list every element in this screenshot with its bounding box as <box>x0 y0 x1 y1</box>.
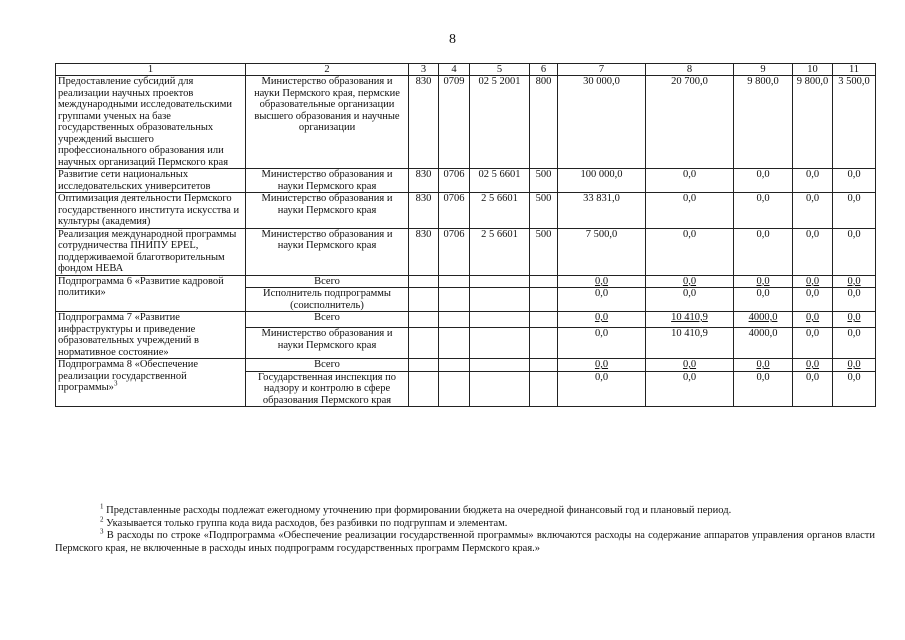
footnotes <box>55 502 875 555</box>
amount-cell: 10 410,9 <box>646 328 734 359</box>
footnote-text: В расходы по строке «Подпрограмма «Обеспечение реализации государственной программы» включаются расходы на содержание аппаратов управления органов власти Пермского края, не включенные в расходы иных подпрограмм государственных программ Пермского края.» <box>55 530 875 554</box>
amount-cell: 0,0 <box>734 288 793 312</box>
activity-name-cell: Предоставление субсидий для реализации научных проектов международными исследовательскими группами ученых на базе государственных образовательных учреждений высшего профессионального образования или научных организаций Пермского края <box>56 76 246 169</box>
csr-cell: 2 5 6601 <box>470 193 530 229</box>
column-number: 6 <box>530 64 558 76</box>
amount-cell: 0,0 <box>833 169 876 193</box>
table-row <box>56 193 876 229</box>
total-label-cell: Всего <box>246 275 409 288</box>
rzpr-cell: 0709 <box>439 76 470 169</box>
amount-cell: 0,0 <box>558 359 646 372</box>
activity-name-cell: Развитие сети национальных исследовательских университетов <box>56 169 246 193</box>
amount-cell: 7 500,0 <box>558 228 646 275</box>
amount-cell: 0,0 <box>793 275 833 288</box>
subprogram-name-cell: Подпрограмма 6 «Развитие кадровой политики» <box>56 275 246 312</box>
amount-cell: 0,0 <box>793 288 833 312</box>
amount-cell: 0,0 <box>793 169 833 193</box>
amount-cell: 0,0 <box>558 312 646 328</box>
amount-cell: 0,0 <box>793 371 833 407</box>
activity-name-cell: Оптимизация деятельности Пермского государственного института искусства и культуры (академия) <box>56 193 246 229</box>
amount-cell: 4000,0 <box>734 328 793 359</box>
amount-cell: 3 500,0 <box>833 76 876 169</box>
amount-cell: 0,0 <box>646 169 734 193</box>
footnote-text: Указывается только группа кода вида расходов, без разбивки по подгруппам и элементам. <box>106 517 508 529</box>
amount-cell: 0,0 <box>646 359 734 372</box>
subprogram-name-cell: Подпрограмма 7 «Развитие инфраструктуры и приведение образовательных учреждений в нормативное состояние» <box>56 312 246 359</box>
column-number: 2 <box>246 64 409 76</box>
footnote <box>55 502 875 518</box>
grbs-cell: 830 <box>409 193 439 229</box>
total-label-cell: Всего <box>246 359 409 372</box>
rzpr-cell: 0706 <box>439 169 470 193</box>
total-label-cell: Всего <box>246 312 409 328</box>
column-number: 8 <box>646 64 734 76</box>
amount-cell: 0,0 <box>793 328 833 359</box>
csr-cell: 02 5 6601 <box>470 169 530 193</box>
executor-cell: Министерство образования и науки Пермского края <box>246 169 409 193</box>
column-number: 4 <box>439 64 470 76</box>
executor-cell: Министерство образования и науки Пермского края <box>246 328 409 359</box>
amount-cell: 30 000,0 <box>558 76 646 169</box>
amount-cell: 0,0 <box>734 371 793 407</box>
amount-cell: 0,0 <box>833 275 876 288</box>
subprogram-name-cell <box>56 359 246 407</box>
amount-cell: 0,0 <box>646 275 734 288</box>
amount-cell: 0,0 <box>793 312 833 328</box>
amount-cell: 0,0 <box>646 193 734 229</box>
activity-name-cell: Реализация международной программы сотрудничества ПНИПУ EPEL, поддерживаемой благотворительным фондом НЕВА <box>56 228 246 275</box>
executor-cell: Государственная инспекция по надзору и контролю в сфере образования Пермского края <box>246 371 409 407</box>
amount-cell: 0,0 <box>558 328 646 359</box>
executor-cell: Исполнитель подпрограммы (соисполнитель) <box>246 288 409 312</box>
amount-cell: 0,0 <box>646 288 734 312</box>
grbs-cell: 830 <box>409 76 439 169</box>
amount-cell: 0,0 <box>734 228 793 275</box>
amount-cell: 0,0 <box>558 275 646 288</box>
amount-cell: 10 410,9 <box>646 312 734 328</box>
rzpr-cell: 0706 <box>439 193 470 229</box>
amount-cell: 0,0 <box>793 193 833 229</box>
amount-cell: 9 800,0 <box>793 76 833 169</box>
amount-cell: 0,0 <box>646 371 734 407</box>
executor-cell: Министерство образования и науки Пермского края <box>246 228 409 275</box>
amount-cell: 9 800,0 <box>734 76 793 169</box>
footnote <box>55 515 875 531</box>
rzpr-cell: 0706 <box>439 228 470 275</box>
footnote <box>55 527 875 555</box>
amount-cell: 0,0 <box>833 359 876 372</box>
column-number: 5 <box>470 64 530 76</box>
vr-cell: 500 <box>530 169 558 193</box>
column-number: 3 <box>409 64 439 76</box>
column-number-row <box>56 64 876 76</box>
column-number: 7 <box>558 64 646 76</box>
subprogram-total-row <box>56 312 876 328</box>
amount-cell: 0,0 <box>833 312 876 328</box>
subprogram-name-text: Подпрограмма 8 «Обеспечение реализации государственной программы» <box>58 359 199 393</box>
amount-cell: 0,0 <box>833 193 876 229</box>
vr-cell: 800 <box>530 76 558 169</box>
subprogram-total-row <box>56 359 876 372</box>
table-row <box>56 169 876 193</box>
grbs-cell: 830 <box>409 228 439 275</box>
table-row <box>56 76 876 169</box>
csr-cell: 2 5 6601 <box>470 228 530 275</box>
amount-cell: 20 700,0 <box>646 76 734 169</box>
csr-cell: 02 5 2001 <box>470 76 530 169</box>
table-row <box>56 228 876 275</box>
vr-cell: 500 <box>530 228 558 275</box>
amount-cell: 0,0 <box>734 359 793 372</box>
column-number: 9 <box>734 64 793 76</box>
footnote-text: Представленные расходы подлежат ежегодному уточнению при формировании бюджета на очередной финансовый год и плановый период. <box>106 505 732 516</box>
column-number: 11 <box>833 64 876 76</box>
amount-cell: 0,0 <box>558 371 646 407</box>
amount-cell: 0,0 <box>646 228 734 275</box>
amount-cell: 100 000,0 <box>558 169 646 193</box>
amount-cell: 0,0 <box>734 275 793 288</box>
column-number: 10 <box>793 64 833 76</box>
subprogram-total-row <box>56 275 876 288</box>
amount-cell: 0,0 <box>833 288 876 312</box>
amount-cell: 0,0 <box>833 371 876 407</box>
amount-cell: 0,0 <box>734 169 793 193</box>
amount-cell: 0,0 <box>734 193 793 229</box>
footnote-mark: 1 <box>100 502 104 511</box>
page-number: 8 <box>449 32 456 47</box>
amount-cell: 0,0 <box>558 288 646 312</box>
amount-cell: 0,0 <box>833 328 876 359</box>
budget-table <box>55 63 876 407</box>
vr-cell: 500 <box>530 193 558 229</box>
executor-cell: Министерство образования и науки Пермского края <box>246 193 409 229</box>
grbs-cell: 830 <box>409 169 439 193</box>
amount-cell: 0,0 <box>793 359 833 372</box>
footnote-mark: 3 <box>100 527 104 536</box>
executor-cell: Министерство образования и науки Пермского края, пермские образовательные организации высшего образования и научные организации <box>246 76 409 169</box>
amount-cell: 0,0 <box>833 228 876 275</box>
amount-cell: 33 831,0 <box>558 193 646 229</box>
amount-cell: 0,0 <box>793 228 833 275</box>
amount-cell: 4000,0 <box>734 312 793 328</box>
column-number: 1 <box>56 64 246 76</box>
footnote-ref: 3 <box>113 379 118 388</box>
footnote-mark: 2 <box>100 515 104 523</box>
